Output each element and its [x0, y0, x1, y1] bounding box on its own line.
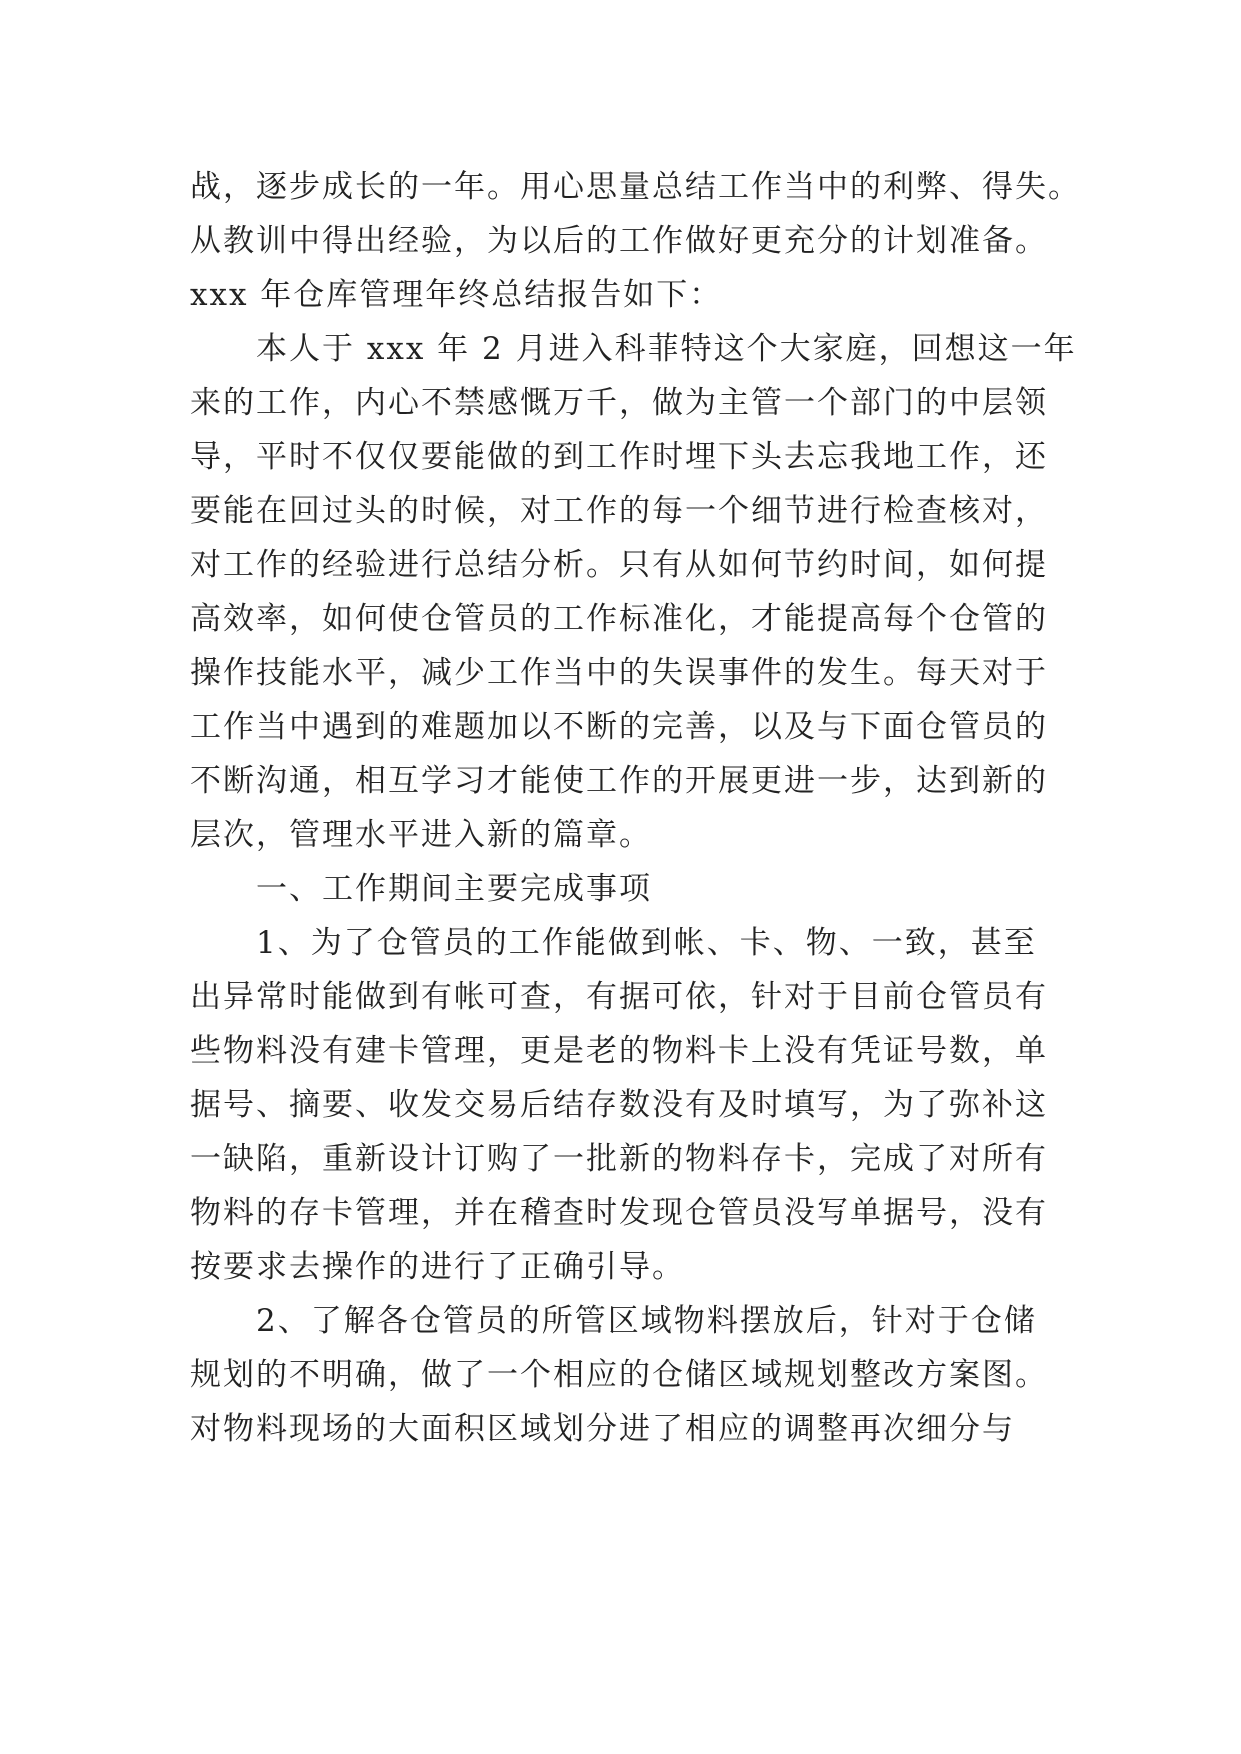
text-line: 导，平时不仅仅要能做的到工作时埋下头去忘我地工作，还 — [190, 439, 1048, 475]
text-line: 按要求去操作的进行了正确引导。 — [190, 1249, 685, 1285]
text-line: 据号、摘要、收发交易后结存数没有及时填写，为了弥补这 — [190, 1087, 1048, 1123]
text-line: 不断沟通，相互学习才能使工作的开展更进一步，达到新的 — [190, 763, 1048, 799]
text-line: 出异常时能做到有帐可查，有据可依，针对于目前仓管员有 — [190, 979, 1048, 1015]
document-body — [190, 160, 1081, 1456]
text-line: 对物料现场的大面积区域划分进了相应的调整再次细分与 — [190, 1411, 1015, 1447]
text-line: 来的工作，内心不禁感慨万千，做为主管一个部门的中层领 — [190, 385, 1048, 421]
text-line: 物料的存卡管理，并在稽查时发现仓管员没写单据号，没有 — [190, 1195, 1048, 1231]
text-line: 规划的不明确，做了一个相应的仓储区域规划整改方案图。 — [190, 1357, 1048, 1393]
text-line: 高效率，如何使仓管员的工作标准化，才能提高每个仓管的 — [190, 601, 1048, 637]
text-line: 要能在回过头的时候，对工作的每一个细节进行检查核对， — [190, 493, 1048, 529]
text-line: 层次，管理水平进入新的篇章。 — [190, 817, 652, 853]
paragraph-first-line: 1、为了仓管员的工作能做到帐、卡、物、一致，甚至 — [256, 925, 1037, 961]
text-line: xxx 年仓库管理年终总结报告如下： — [190, 277, 723, 313]
text-line: 些物料没有建卡管理，更是老的物料卡上没有凭证号数，单 — [190, 1033, 1048, 1069]
text-line: 操作技能水平，减少工作当中的失误事件的发生。每天对于 — [190, 655, 1048, 691]
paragraph-first-line: 本人于 xxx 年 2 月进入科菲特这个大家庭，回想这一年 — [256, 331, 1077, 367]
text-line: 工作当中遇到的难题加以不断的完善，以及与下面仓管员的 — [190, 709, 1048, 745]
text-line: 战，逐步成长的一年。用心思量总结工作当中的利弊、得失。 — [190, 169, 1081, 205]
text-line: 从教训中得出经验，为以后的工作做好更充分的计划准备。 — [190, 223, 1048, 259]
text-line: 对工作的经验进行总结分析。只有从如何节约时间，如何提 — [190, 547, 1048, 583]
section-heading: 一、工作期间主要完成事项 — [256, 871, 652, 907]
text-line: 一缺陷，重新设计订购了一批新的物料存卡，完成了对所有 — [190, 1141, 1048, 1177]
paragraph-first-line: 2、了解各仓管员的所管区域物料摆放后，针对于仓储 — [256, 1303, 1037, 1339]
